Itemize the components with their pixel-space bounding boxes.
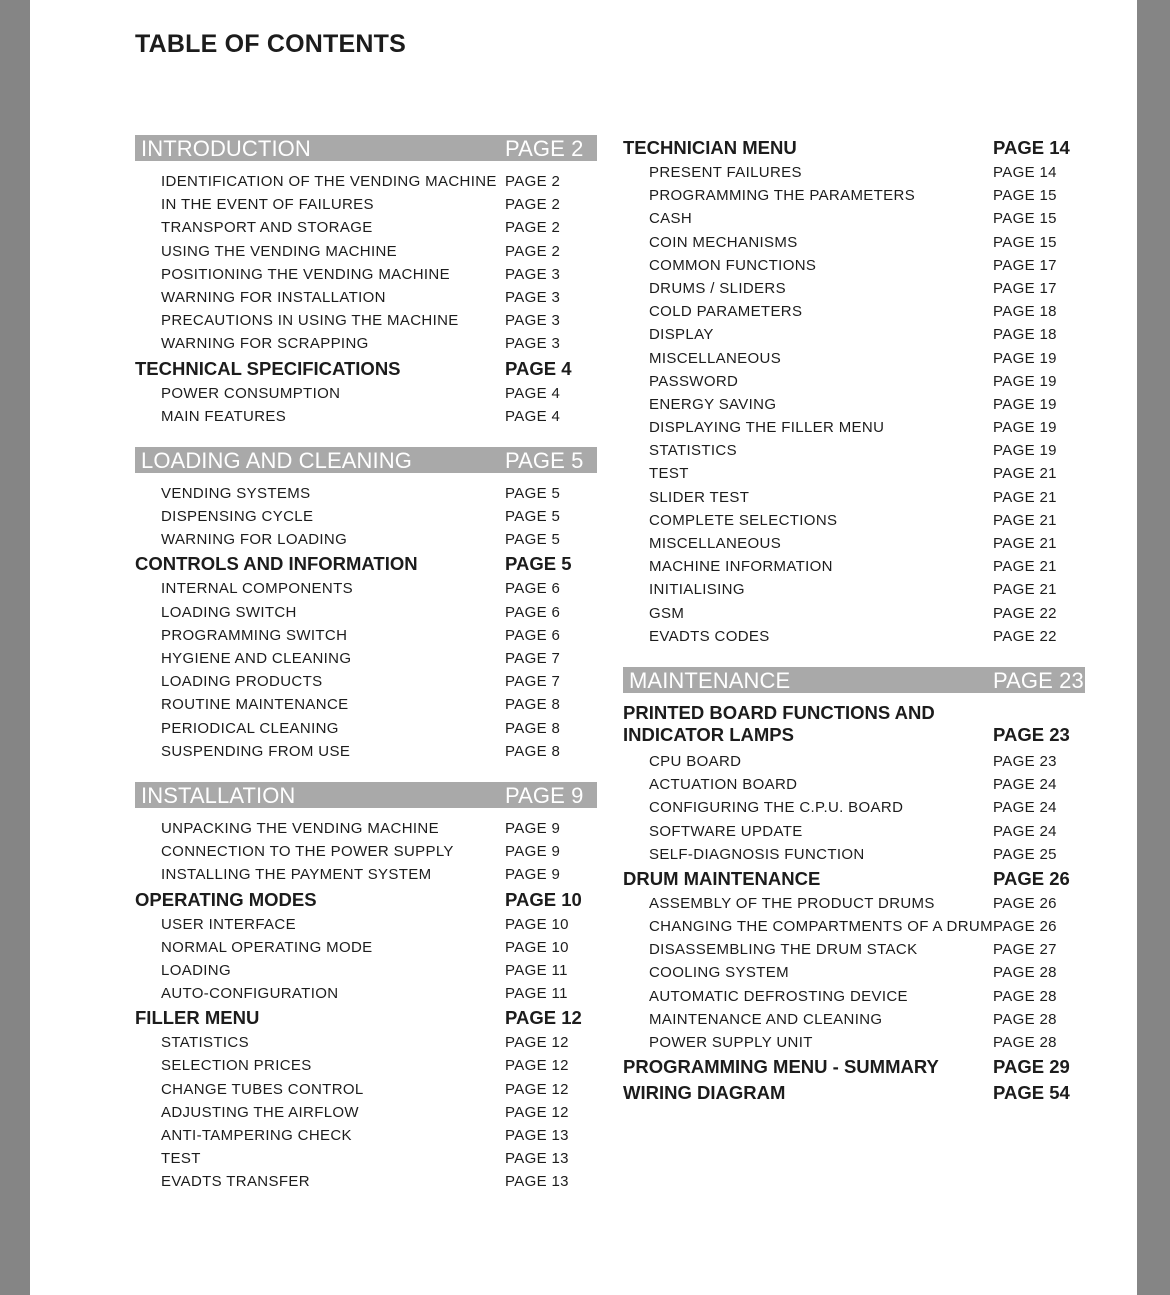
toc-page-number: PAGE 2 bbox=[505, 136, 584, 161]
toc-section-heading bbox=[623, 1080, 1085, 1106]
toc-entry-label: EVADTS CODES bbox=[649, 627, 770, 645]
toc-item bbox=[135, 601, 597, 624]
toc-item bbox=[135, 382, 597, 405]
toc-entry-label: COIN MECHANISMS bbox=[649, 233, 798, 251]
document-page bbox=[30, 0, 1137, 1295]
toc-chapter-band bbox=[135, 782, 597, 808]
toc-page-number: PAGE 3 bbox=[505, 288, 561, 306]
toc-page-number: PAGE 12 bbox=[505, 1034, 569, 1052]
toc-entry-label: FILLER MENU bbox=[135, 1007, 260, 1029]
toc-item bbox=[623, 462, 1085, 485]
toc-item bbox=[135, 193, 597, 216]
toc-page-number: PAGE 17 bbox=[993, 256, 1057, 274]
toc-item bbox=[623, 1008, 1085, 1031]
toc-entry-label: TECHNICAL SPECIFICATIONS bbox=[135, 357, 401, 379]
toc-item bbox=[623, 985, 1085, 1008]
toc-item bbox=[623, 938, 1085, 961]
toc-page-number: PAGE 28 bbox=[993, 987, 1057, 1005]
toc-entry-label: MAINTENANCE AND CLEANING bbox=[649, 1010, 883, 1028]
toc-page-number: PAGE 23 bbox=[993, 667, 1084, 693]
toc-page-number: PAGE 9 bbox=[505, 843, 561, 861]
toc-entry-label: DISASSEMBLING THE DRUM STACK bbox=[649, 941, 918, 959]
toc-chapter-band bbox=[623, 667, 1085, 693]
toc-page-number: PAGE 22 bbox=[993, 604, 1057, 622]
toc-section-heading bbox=[623, 1054, 1085, 1080]
toc-page-number: PAGE 23 bbox=[993, 723, 1070, 745]
toc-entry-label: ADJUSTING THE AIRFLOW bbox=[161, 1103, 359, 1121]
toc-page-number: PAGE 12 bbox=[505, 1103, 569, 1121]
toc-page-number: PAGE 24 bbox=[993, 822, 1057, 840]
toc-entry-label: CPU BOARD bbox=[649, 752, 742, 770]
toc-page-number: PAGE 54 bbox=[993, 1082, 1070, 1104]
toc-item bbox=[135, 693, 597, 716]
toc-page-number: PAGE 24 bbox=[993, 776, 1057, 794]
toc-section-heading bbox=[135, 551, 597, 577]
toc-page-number: PAGE 11 bbox=[505, 985, 568, 1003]
toc-page-number: PAGE 8 bbox=[505, 696, 561, 714]
toc-item bbox=[623, 277, 1085, 300]
toc-page-number: PAGE 5 bbox=[505, 508, 561, 526]
toc-entry-label: SELF-DIAGNOSIS FUNCTION bbox=[649, 845, 865, 863]
toc-page-number: PAGE 17 bbox=[993, 279, 1057, 297]
toc-item bbox=[135, 240, 597, 263]
toc-entry-label: ENERGY SAVING bbox=[649, 395, 777, 413]
toc-item bbox=[135, 482, 597, 505]
toc-item bbox=[623, 892, 1085, 915]
toc-entry-label: COOLING SYSTEM bbox=[649, 964, 789, 982]
toc-item bbox=[135, 1078, 597, 1101]
toc-item bbox=[135, 1031, 597, 1054]
toc-item bbox=[135, 670, 597, 693]
toc-page-number: PAGE 19 bbox=[993, 372, 1057, 390]
toc-page-number: PAGE 14 bbox=[993, 164, 1057, 181]
toc-entry-label: CONTROLS AND INFORMATION bbox=[135, 553, 418, 575]
toc-item bbox=[135, 740, 597, 763]
toc-entry-label: POSITIONING THE VENDING MACHINE bbox=[161, 265, 450, 283]
toc-entry-label: TEST bbox=[649, 465, 689, 483]
toc-item bbox=[135, 840, 597, 863]
toc-entry-label: WIRING DIAGRAM bbox=[623, 1082, 786, 1104]
toc-entry-label: PRECAUTIONS IN USING THE MACHINE bbox=[161, 312, 459, 330]
toc-entry-label: DISPENSING CYCLE bbox=[161, 508, 314, 526]
toc-page-number: PAGE 14 bbox=[993, 137, 1070, 158]
toc-entry-label: INTRODUCTION bbox=[141, 136, 311, 161]
toc-item bbox=[135, 505, 597, 528]
toc-item bbox=[623, 532, 1085, 555]
toc-page-number: PAGE 24 bbox=[993, 799, 1057, 817]
toc-item bbox=[135, 286, 597, 309]
toc-entry-label: LOADING bbox=[161, 961, 231, 979]
toc-item bbox=[623, 509, 1085, 532]
toc-page-number: PAGE 2 bbox=[505, 219, 561, 237]
toc-entry-label: IDENTIFICATION OF THE VENDING MACHINE bbox=[161, 173, 497, 190]
toc-entry-label: PROGRAMMING SWITCH bbox=[161, 626, 348, 644]
toc-entry-label: CHANGE TUBES CONTROL bbox=[161, 1080, 364, 1098]
page-title: TABLE OF CONTENTS bbox=[135, 30, 406, 58]
toc-entry-label: ACTUATION BOARD bbox=[649, 776, 798, 794]
toc-entry-label: MACHINE INFORMATION bbox=[649, 558, 833, 576]
toc-page-number: PAGE 3 bbox=[505, 335, 561, 353]
toc-entry-label: STATISTICS bbox=[649, 442, 737, 460]
toc-item bbox=[623, 184, 1085, 207]
toc-item bbox=[135, 717, 597, 740]
toc-entry-label: DRUM MAINTENANCE bbox=[623, 867, 821, 889]
toc-page-number: PAGE 10 bbox=[505, 888, 582, 910]
toc-page-number: PAGE 9 bbox=[505, 782, 584, 808]
toc-column-right bbox=[623, 135, 1085, 1106]
toc-page-number: PAGE 6 bbox=[505, 603, 561, 621]
toc-page-number: PAGE 4 bbox=[505, 357, 572, 379]
toc-item bbox=[623, 323, 1085, 346]
toc-page-number: PAGE 13 bbox=[505, 1150, 569, 1168]
toc-item bbox=[623, 843, 1085, 866]
toc-page-number: PAGE 22 bbox=[993, 627, 1057, 645]
toc-entry-label: DISPLAY bbox=[649, 326, 714, 344]
toc-section-heading bbox=[623, 866, 1085, 892]
toc-entry-label: USER INTERFACE bbox=[161, 915, 296, 933]
toc-page-number: PAGE 8 bbox=[505, 719, 561, 737]
toc-item bbox=[623, 207, 1085, 230]
toc-item bbox=[135, 936, 597, 959]
toc-item bbox=[623, 1031, 1085, 1054]
toc-item bbox=[135, 624, 597, 647]
toc-entry-label: VENDING SYSTEMS bbox=[161, 484, 311, 502]
toc-page-number: PAGE 29 bbox=[993, 1056, 1070, 1078]
toc-entry-label: OPERATING MODES bbox=[135, 888, 317, 910]
toc-page-number: PAGE 9 bbox=[505, 819, 561, 837]
toc-page-number: PAGE 6 bbox=[505, 580, 561, 598]
toc-entry-label: TRANSPORT AND STORAGE bbox=[161, 219, 373, 237]
toc-page-number: PAGE 23 bbox=[993, 752, 1057, 770]
toc-page-number: PAGE 4 bbox=[505, 407, 561, 425]
toc-item bbox=[135, 1124, 597, 1147]
toc-page-number: PAGE 6 bbox=[505, 626, 561, 644]
toc-page-number: PAGE 3 bbox=[505, 265, 561, 283]
toc-entry-label: STATISTICS bbox=[161, 1034, 249, 1052]
toc-entry-label: USING THE VENDING MACHINE bbox=[161, 242, 397, 260]
toc-item bbox=[623, 750, 1085, 773]
toc-entry-label: INSTALLING THE PAYMENT SYSTEM bbox=[161, 866, 432, 884]
toc-page-number: PAGE 12 bbox=[505, 1057, 569, 1075]
toc-entry-label: SELECTION PRICES bbox=[161, 1057, 312, 1075]
toc-item bbox=[135, 170, 597, 193]
toc-entry-label: WARNING FOR LOADING bbox=[161, 531, 348, 549]
toc-item bbox=[623, 602, 1085, 625]
toc-item bbox=[623, 486, 1085, 509]
toc-chapter-band bbox=[135, 447, 597, 473]
toc-page-number: PAGE 21 bbox=[993, 558, 1057, 576]
toc-item bbox=[623, 820, 1085, 843]
toc-page-number: PAGE 21 bbox=[993, 511, 1057, 529]
toc-entry-label: POWER CONSUMPTION bbox=[161, 384, 341, 402]
toc-item bbox=[623, 254, 1085, 277]
toc-page-number: PAGE 7 bbox=[505, 673, 561, 691]
toc-entry-label: CONFIGURING THE C.P.U. BOARD bbox=[649, 799, 904, 817]
toc-page-number: PAGE 21 bbox=[993, 465, 1057, 483]
toc-page-number: PAGE 8 bbox=[505, 742, 561, 760]
toc-entry-label: AUTOMATIC DEFROSTING DEVICE bbox=[649, 987, 908, 1005]
toc-entry-label: SLIDER TEST bbox=[649, 488, 750, 506]
toc-entry-label: UNPACKING THE VENDING MACHINE bbox=[161, 819, 439, 837]
toc-section-heading bbox=[623, 702, 1085, 750]
toc-entry-label: ASSEMBLY OF THE PRODUCT DRUMS bbox=[649, 894, 935, 912]
toc-entry-label: CHANGING THE COMPARTMENTS OF A DRUM bbox=[649, 918, 993, 936]
toc-entry-label: COLD PARAMETERS bbox=[649, 303, 803, 321]
toc-page-number: PAGE 26 bbox=[993, 894, 1057, 912]
toc-item bbox=[135, 817, 597, 840]
toc-entry-label: IN THE EVENT OF FAILURES bbox=[161, 196, 374, 214]
toc-page-number: PAGE 19 bbox=[993, 395, 1057, 413]
toc-item bbox=[135, 982, 597, 1005]
toc-page-number: PAGE 4 bbox=[505, 384, 561, 402]
toc-page-number: PAGE 13 bbox=[505, 1173, 569, 1191]
toc-entry-label: PERIODICAL CLEANING bbox=[161, 719, 339, 737]
toc-item bbox=[135, 863, 597, 886]
toc-section-heading bbox=[623, 135, 1085, 161]
toc-entry-label: INITIALISING bbox=[649, 581, 745, 599]
toc-page-number: PAGE 5 bbox=[505, 531, 561, 549]
toc-entry-label: SOFTWARE UPDATE bbox=[649, 822, 803, 840]
toc-item bbox=[623, 773, 1085, 796]
toc-page-number: PAGE 7 bbox=[505, 650, 561, 667]
toc-item bbox=[623, 915, 1085, 938]
toc-entry-label: DISPLAYING THE FILLER MENU bbox=[649, 419, 885, 437]
toc-item bbox=[623, 439, 1085, 462]
toc-entry-label: LOADING PRODUCTS bbox=[161, 673, 323, 691]
toc-item bbox=[623, 796, 1085, 819]
toc-page-number: PAGE 11 bbox=[505, 961, 568, 979]
toc-page-number: PAGE 19 bbox=[993, 442, 1057, 460]
toc-item bbox=[623, 161, 1085, 184]
toc-item bbox=[135, 577, 597, 600]
toc-page-number: PAGE 5 bbox=[505, 447, 584, 473]
toc-item bbox=[623, 416, 1085, 439]
toc-item bbox=[623, 347, 1085, 370]
toc-entry-label: LOADING SWITCH bbox=[161, 603, 297, 621]
toc-page-number: PAGE 15 bbox=[993, 233, 1057, 251]
toc-entry-label: ROUTINE MAINTENANCE bbox=[161, 696, 349, 714]
toc-page-number: PAGE 28 bbox=[993, 964, 1057, 982]
toc-entry-label: TECHNICIAN MENU bbox=[623, 137, 797, 158]
toc-page-number: PAGE 19 bbox=[993, 419, 1057, 437]
toc-entry-label: LOADING AND CLEANING bbox=[141, 447, 412, 473]
toc-entry-label: COMPLETE SELECTIONS bbox=[649, 511, 838, 529]
toc-page-number: PAGE 18 bbox=[993, 303, 1057, 321]
toc-item bbox=[135, 528, 597, 551]
toc-entry-label: MAINTENANCE bbox=[629, 667, 791, 693]
toc-entry-label: MAIN FEATURES bbox=[161, 407, 287, 425]
toc-item bbox=[135, 263, 597, 286]
toc-entry-label: TEST bbox=[161, 1150, 201, 1168]
toc-page-number: PAGE 21 bbox=[993, 535, 1057, 552]
toc-entry-label: WARNING FOR SCRAPPING bbox=[161, 335, 369, 353]
toc-item bbox=[623, 393, 1085, 416]
toc-page-number: PAGE 2 bbox=[505, 242, 561, 260]
toc-page-number: PAGE 26 bbox=[993, 867, 1070, 889]
toc-item bbox=[623, 625, 1085, 648]
toc-entry-label: HYGIENE AND CLEANING bbox=[161, 650, 352, 667]
toc-item bbox=[623, 578, 1085, 601]
toc-entry-label: PRESENT FAILURES bbox=[649, 164, 802, 181]
toc-entry-label: MISCELLANEOUS bbox=[649, 349, 782, 367]
toc-entry-label: AUTO-CONFIGURATION bbox=[161, 985, 339, 1003]
toc-section-heading bbox=[135, 1005, 597, 1031]
toc-page-number: PAGE 2 bbox=[505, 173, 561, 190]
toc-item bbox=[135, 959, 597, 982]
toc-page-number: PAGE 15 bbox=[993, 210, 1057, 228]
toc-chapter-band bbox=[135, 135, 597, 161]
toc-page-number: PAGE 19 bbox=[993, 349, 1057, 367]
toc-item bbox=[623, 231, 1085, 254]
toc-page-number: PAGE 2 bbox=[505, 196, 561, 214]
toc-entry-label: PRINTED BOARD FUNCTIONS AND INDICATOR LAMPS bbox=[623, 701, 935, 745]
toc-page-number: PAGE 5 bbox=[505, 553, 572, 575]
toc-item bbox=[135, 309, 597, 332]
toc-entry-label: EVADTS TRANSFER bbox=[161, 1173, 310, 1191]
toc-entry-label: INTERNAL COMPONENTS bbox=[161, 580, 353, 598]
toc-page-number: PAGE 21 bbox=[993, 488, 1057, 506]
toc-entry-label: GSM bbox=[649, 604, 685, 622]
toc-item bbox=[135, 1101, 597, 1124]
toc-entry-label: CASH bbox=[649, 210, 693, 228]
toc-page-number: PAGE 5 bbox=[505, 484, 561, 502]
toc-page-number: PAGE 12 bbox=[505, 1007, 582, 1029]
toc-page-number: PAGE 9 bbox=[505, 866, 561, 884]
toc-page-number: PAGE 18 bbox=[993, 326, 1057, 344]
toc-column-left bbox=[135, 135, 597, 1194]
toc-item bbox=[623, 370, 1085, 393]
toc-page-number: PAGE 15 bbox=[993, 187, 1057, 205]
toc-item bbox=[135, 913, 597, 936]
toc-entry-label: SUSPENDING FROM USE bbox=[161, 742, 351, 760]
toc-page-number: PAGE 28 bbox=[993, 1010, 1057, 1028]
toc-entry-label: PASSWORD bbox=[649, 372, 739, 390]
toc-item bbox=[135, 216, 597, 239]
toc-item bbox=[623, 961, 1085, 984]
toc-section-heading bbox=[135, 356, 597, 382]
toc-item bbox=[623, 300, 1085, 323]
toc-page-number: PAGE 3 bbox=[505, 312, 561, 330]
toc-page-number: PAGE 25 bbox=[993, 845, 1057, 863]
toc-page-number: PAGE 10 bbox=[505, 938, 569, 956]
toc-page-number: PAGE 13 bbox=[505, 1127, 569, 1144]
toc-entry-label: POWER SUPPLY UNIT bbox=[649, 1034, 813, 1051]
toc-entry-label: INSTALLATION bbox=[141, 782, 296, 808]
toc-item bbox=[135, 332, 597, 355]
toc-item bbox=[623, 555, 1085, 578]
toc-page-number: PAGE 21 bbox=[993, 581, 1057, 599]
toc-item bbox=[135, 647, 597, 670]
toc-entry-label: NORMAL OPERATING MODE bbox=[161, 938, 373, 956]
toc-entry-label: COMMON FUNCTIONS bbox=[649, 256, 817, 274]
toc-entry-label: WARNING FOR INSTALLATION bbox=[161, 288, 386, 306]
toc-entry-label: CONNECTION TO THE POWER SUPPLY bbox=[161, 843, 454, 861]
toc-entry-label: PROGRAMMING MENU - SUMMARY bbox=[623, 1056, 939, 1078]
toc-item bbox=[135, 1170, 597, 1193]
toc-page-number: PAGE 26 bbox=[993, 918, 1057, 936]
toc-entry-label: DRUMS / SLIDERS bbox=[649, 279, 786, 297]
toc-page-number: PAGE 28 bbox=[993, 1034, 1057, 1051]
toc-item bbox=[135, 1054, 597, 1077]
toc-section-heading bbox=[135, 887, 597, 913]
toc-entry-label: MISCELLANEOUS bbox=[649, 535, 782, 552]
toc-page-number: PAGE 10 bbox=[505, 915, 569, 933]
toc-page-number: PAGE 27 bbox=[993, 941, 1057, 959]
toc-item bbox=[135, 405, 597, 428]
toc-entry-label: PROGRAMMING THE PARAMETERS bbox=[649, 187, 916, 205]
toc-entry-label: ANTI-TAMPERING CHECK bbox=[161, 1127, 352, 1144]
toc-item bbox=[135, 1147, 597, 1170]
toc-page-number: PAGE 12 bbox=[505, 1080, 569, 1098]
